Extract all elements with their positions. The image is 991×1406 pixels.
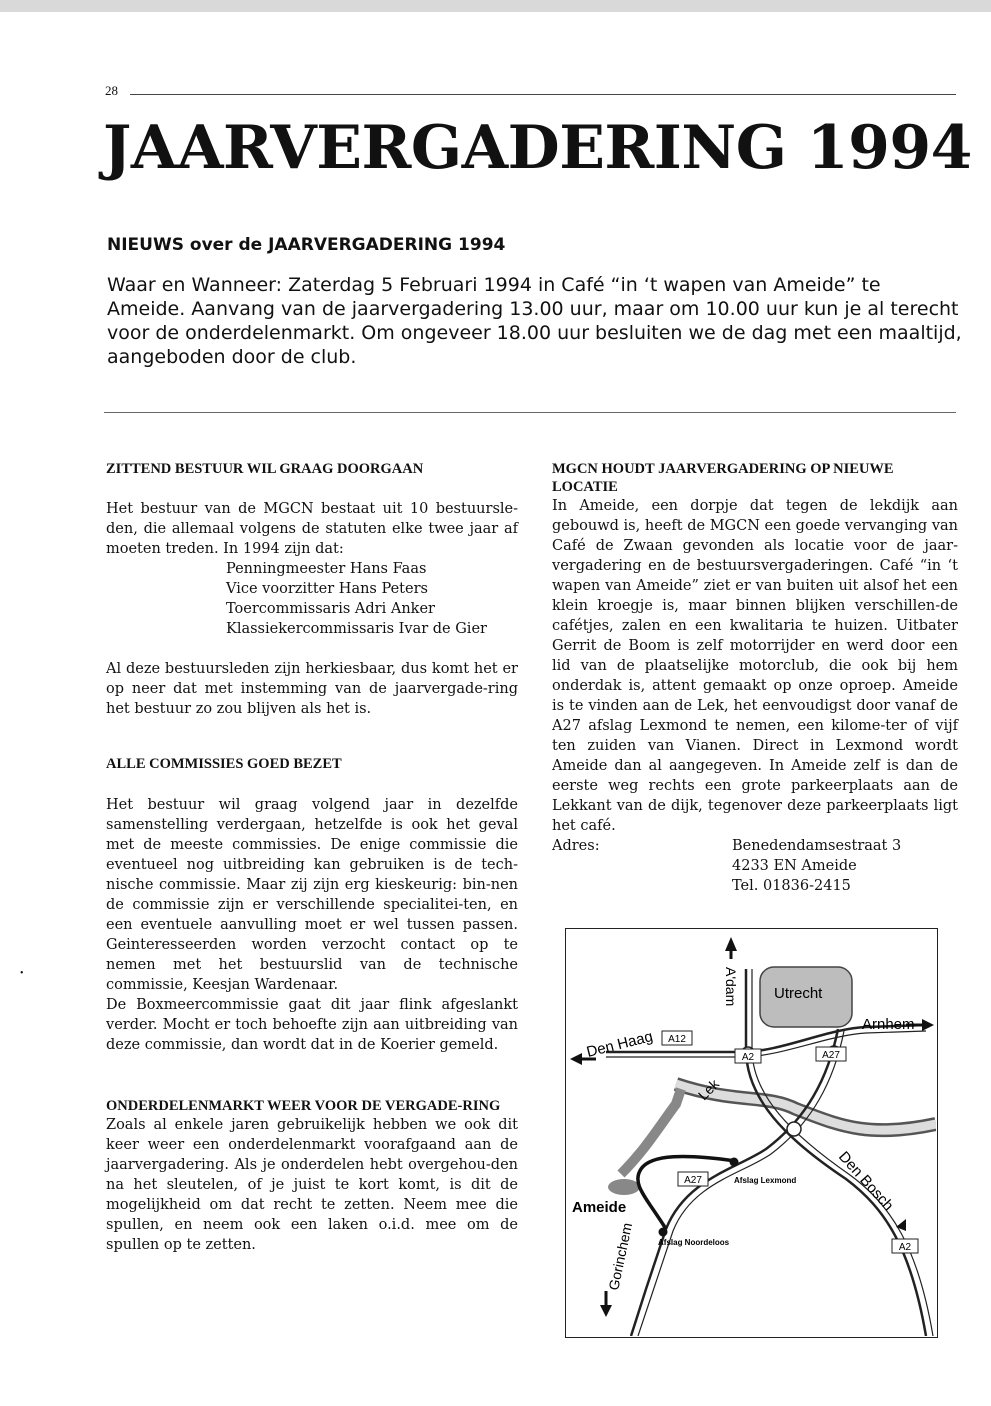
label-utrecht: Utrecht xyxy=(774,985,823,1002)
exit-noordeloos-dot xyxy=(659,1228,668,1237)
bestuur-member: Penningmeester Hans Faas xyxy=(226,561,427,577)
heading-bestuur: ZITTEND BESTUUR WIL GRAAG DOORGAAN xyxy=(106,461,424,477)
margin-mark: • xyxy=(20,968,24,979)
label-arnhem: Arnhem xyxy=(862,1016,915,1033)
subtitle: NIEUWS over de JAARVERGADERING 1994 xyxy=(107,235,506,255)
page-title: JAARVERGADERING 1994 xyxy=(103,113,972,183)
label-lek: Lek xyxy=(694,1075,723,1104)
label-afslag-lexmond: Afslag Lexmond xyxy=(734,1176,797,1185)
bestuur-member: Toercommissaris Adri Anker xyxy=(226,601,435,617)
commissies-paragraph-2: De Boxmeercommissie gaat dit jaar flink afgeslankt verder. Mocht er toch behoefte zijn aan uitbreiding van deze commissie, dan wordt dat in de Koerier gemeld. xyxy=(106,997,518,1053)
heading-commissies: ALLE COMMISSIES GOED BEZET xyxy=(106,756,342,772)
heading-locatie: MGCN HOUDT JAARVERGADERING OP NIEUWE LOCATIE xyxy=(552,461,894,495)
onderdelen-paragraph: Zoals al enkele jaren gebruikelijk hebben we ook dit keer weer een onderdelenmarkt voorafgaand aan de jaarvergadering. Als je onderdelen hebt overgehou-den na het sleutelen, of je juist te kort komt, is dit de mogelijkheid om dat recht te zetten. Neem mee die spullen, en neem ook een laken o.i.d. mee om de spullen op te zetten. xyxy=(106,1117,518,1253)
address-label: Adres: xyxy=(552,838,600,854)
heading-onderdelen: ONDERDELENMARKT WEER VOOR DE VERGADE-RING xyxy=(106,1098,501,1114)
bestuur-member: Klassiekercommissaris Ivar de Gier xyxy=(226,621,487,637)
section-rule xyxy=(104,412,956,413)
label-a27-top: A27 xyxy=(822,1050,840,1061)
route-to-ameide xyxy=(638,1156,736,1229)
locatie-paragraph: In Ameide, een dorpje dat tegen de lekdijk aan gebouwd is, heeft de MGCN een goede vervanging van Café de Zwaan gevonden als locatie voor de jaar-vergadering en de bestuursvergaderingen. Café “in ‘t wapen van Ameide” ziet er van buiten uit alsof het een klein kroegje is, maar binnen blijken verschillen-de cafétjes, zalen en een kwalitaria te huizen. Uitbater Gerrit de Boom is zelf motorrijder en werd door een lid van de plaatselijke motorclub, die ook bij hem onderdak is, attent gemaakt op onze oproep. Ameide is te vinden aan de Lek, het eenvoudigst door vanaf de A27 afslag Lexmond te nemen, een kilome-ter of vijf ten zuiden van Vianen. Direct in Lexmond wordt Ameide dan al aangegeven. In Ameide zelf is dan de eerste weg rechts een grote parkeerplaats aan de Lekkant van de dijk, tegenover deze parkeerplaats ligt het café. xyxy=(552,498,958,834)
southeast-arrow-icon xyxy=(896,1219,906,1231)
left-column xyxy=(106,460,518,1255)
label-a12: A12 xyxy=(668,1034,686,1045)
north-arrow-icon xyxy=(725,937,737,951)
route-map xyxy=(565,928,938,1338)
exit-lexmond-dot xyxy=(730,1158,739,1167)
address-line: Benedendamsestraat 3 xyxy=(732,838,902,854)
label-den-haag: Den Haag xyxy=(584,1028,655,1061)
bestuur-paragraph-1: Het bestuur van de MGCN bestaat uit 10 bestuursle-den, die allemaal volgens de statuten elke twee jaar af moeten treden. In 1994 zijn dat: xyxy=(106,501,518,557)
address-block xyxy=(552,836,958,896)
label-a2-top: A2 xyxy=(741,1052,755,1063)
label-adam: A'dam xyxy=(723,967,739,1007)
header-rule xyxy=(130,94,956,95)
intro-paragraph: Waar en Wanneer: Zaterdag 5 Februari 1994 in Café “in ‘t wapen van Ameide” te Ameide. Aanvang van de jaarvergadering 13.00 uur, maar om 10.00 uur kun je al terecht voor de onderdelenmarkt. Om ongeveer 18.00 uur besluiten we de dag met een maaltijd, aangeboden door de club. xyxy=(107,274,962,368)
right-column xyxy=(552,460,958,896)
commissies-paragraph-1: Het bestuur wil graag volgend jaar in dezelfde samenstelling verdergaan, hetzelfde is ook het geval met de meeste commissies. De enige commissie die eventueel nog uitbreiding kan gebruiken is de tech-nische commissie. Maar zij zijn erg kieskeurig: bin-nen de commissie zijn er verschillende specialitei-ten, en een eventuele aanvulling moet er wel tussen passen. Geinteresseerden worden verzocht contact op te nemen met het bestuurslid van de technische commissie, Keesjan Wardenaar. xyxy=(106,797,518,993)
label-afslag-noordeloos: Afslag Noordeloos xyxy=(658,1238,730,1247)
label-a27-mid: A27 xyxy=(684,1175,702,1186)
ameide-area xyxy=(608,1179,640,1195)
label-a2-bottom: A2 xyxy=(898,1242,912,1253)
scan-edge xyxy=(0,0,991,12)
label-gorinchem: Gorinchem xyxy=(605,1221,636,1292)
address-line: 4233 EN Ameide xyxy=(732,858,857,874)
label-den-bosch: Den Bosch xyxy=(835,1148,897,1215)
bestuur-member: Vice voorzitter Hans Peters xyxy=(226,581,428,597)
address-line: Tel. 01836-2415 xyxy=(732,878,851,894)
interchange xyxy=(787,1122,801,1136)
bestuur-paragraph-2: Al deze bestuursleden zijn herkiesbaar, dus komt het er op neer dat met instemming van de jaarvergade-ring het bestuur zo zou blijven als het is. xyxy=(106,661,518,717)
page-number: 28 xyxy=(105,83,118,98)
label-ameide: Ameide xyxy=(572,1199,627,1216)
